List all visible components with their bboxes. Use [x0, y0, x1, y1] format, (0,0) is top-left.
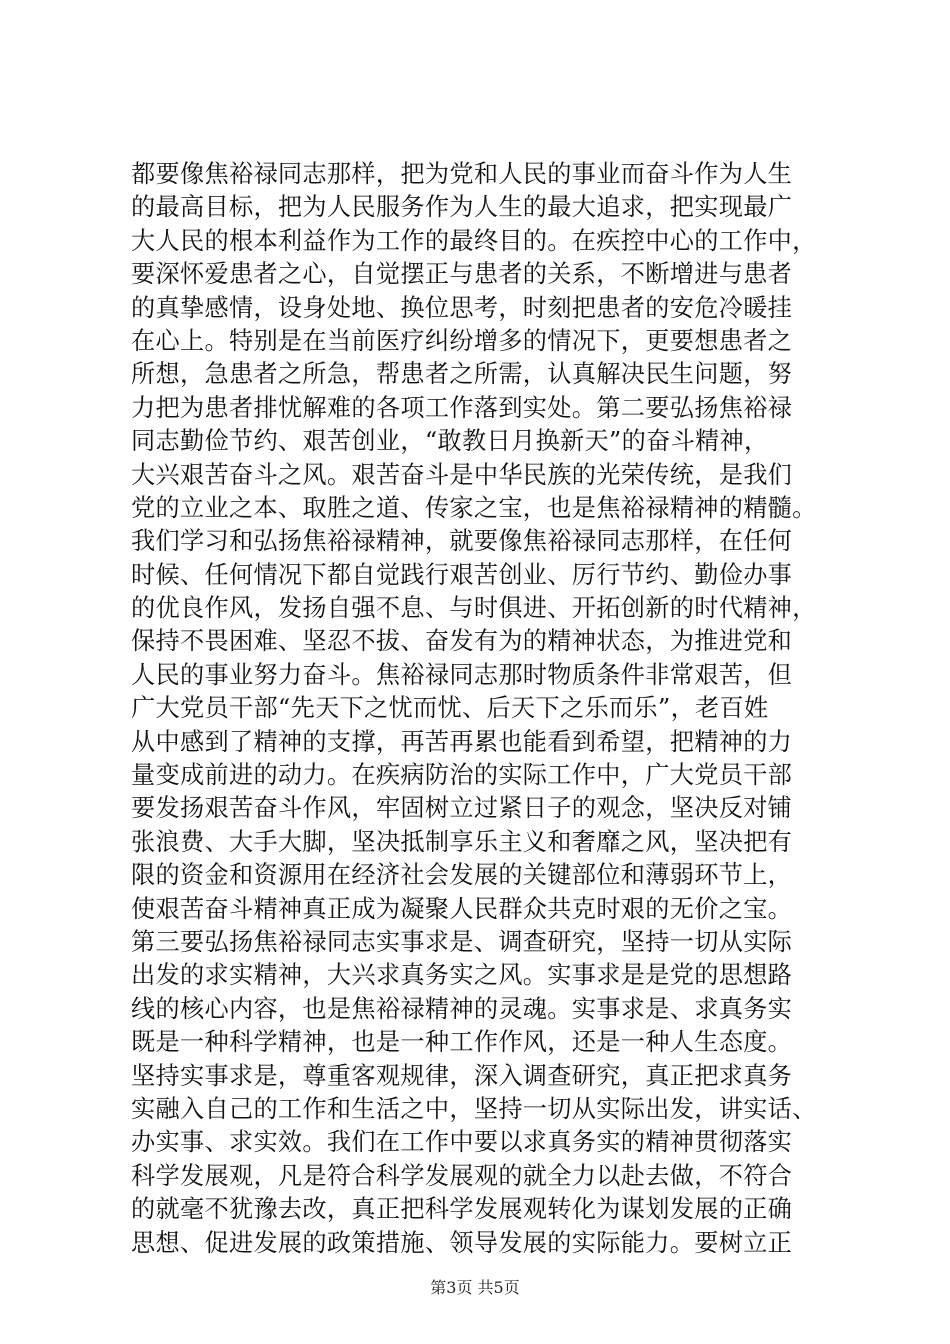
- text-line: 同志勤俭节约、艰苦创业，“敢教日月换新天”的奋斗精神，: [131, 427, 769, 456]
- text-line: 的就毫不犹豫去改，真正把科学发展观转化为谋划发展的正确: [131, 1195, 793, 1224]
- text-line: 张浪费、大手大脚，坚决抵制享乐主义和奢靡之风，坚决把有: [131, 827, 793, 856]
- text-line: 思想、促进发展的政策措施、领导发展的实际能力。要树立正: [131, 1228, 793, 1257]
- text-line: 所想，急患者之所急，帮患者之所需，认真解决民生问题，努: [131, 360, 793, 389]
- text-line: 大兴艰苦奋斗之风。艰苦奋斗是中华民族的光荣传统，是我们: [131, 460, 793, 489]
- text-line: 大人民的根本利益作为工作的最终目的。在疾控中心的工作中，: [131, 226, 817, 255]
- text-line: 既是一种科学精神，也是一种工作作风，还是一种人生态度。: [131, 1028, 793, 1057]
- text-line: 第三要弘扬焦裕禄同志实事求是、调查研究，坚持一切从实际: [131, 927, 793, 956]
- text-line: 从中感到了精神的支撑，再苦再累也能看到希望，把精神的力: [131, 727, 793, 756]
- text-line: 时候、任何情况下都自觉践行艰苦创业、厉行节约、勤俭办事: [131, 560, 793, 589]
- text-line: 线的核心内容，也是焦裕禄精神的灵魂。实事求是、求真务实: [131, 994, 793, 1023]
- text-line: 力把为患者排忧解难的各项工作落到实处。第二要弘扬焦裕禄: [131, 393, 793, 422]
- text-line: 保持不畏困难、坚忍不拔、奋发有为的精神状态，为推进党和: [131, 627, 793, 656]
- text-line: 要发扬艰苦奋斗作风，牢固树立过紧日子的观念，坚决反对铺: [131, 794, 793, 823]
- text-line: 要深怀爱患者之心，自觉摆正与患者的关系，不断增进与患者: [131, 260, 793, 289]
- text-line: 的最高目标，把为人民服务作为人生的最大追求，把实现最广: [131, 193, 793, 222]
- text-line: 使艰苦奋斗精神真正成为凝聚人民群众共克时艰的无价之宝。: [131, 894, 793, 923]
- text-line: 实融入自己的工作和生活之中，坚持一切从实际出发，讲实话、: [131, 1094, 817, 1123]
- page-footer: 第3页 共5页: [430, 1278, 520, 1297]
- text-line: 出发的求实精神，大兴求真务实之风。实事求是是党的思想路: [131, 961, 793, 990]
- text-line: 我们学习和弘扬焦裕禄精神，就要像焦裕禄同志那样，在任何: [131, 527, 793, 556]
- text-line: 党的立业之本、取胜之道、传家之宝，也是焦裕禄精神的精髓。: [131, 493, 817, 522]
- text-line: 办实事、求实效。我们在工作中要以求真务实的精神贯彻落实: [131, 1128, 793, 1157]
- text-line: 的真挚感情，设身处地、换位思考，时刻把患者的安危冷暖挂: [131, 293, 793, 322]
- body-text: [131, 158, 831, 1260]
- text-line: 坚持实事求是，尊重客观规律，深入调查研究，真正把求真务: [131, 1061, 793, 1090]
- text-line: 的优良作风，发扬自强不息、与时俱进、开拓创新的时代精神，: [131, 594, 817, 623]
- text-line: 量变成前进的动力。在疾病防治的实际工作中，广大党员干部: [131, 761, 793, 790]
- text-line: 科学发展观，凡是符合科学发展观的就全力以赴去做，不符合: [131, 1161, 793, 1190]
- text-line: 人民的事业努力奋斗。焦裕禄同志那时物质条件非常艰苦，但: [131, 660, 793, 689]
- text-line: 都要像焦裕禄同志那样，把为党和人民的事业而奋斗作为人生: [131, 160, 793, 188]
- text-line: 限的资金和资源用在经济社会发展的关键部位和薄弱环节上，: [131, 861, 793, 890]
- text-line: 广大党员干部“先天下之忧而忧、后天下之乐而乐”，老百姓: [131, 694, 769, 723]
- text-line: 在心上。特别是在当前医疗纠纷增多的情况下，更要想患者之: [131, 326, 793, 355]
